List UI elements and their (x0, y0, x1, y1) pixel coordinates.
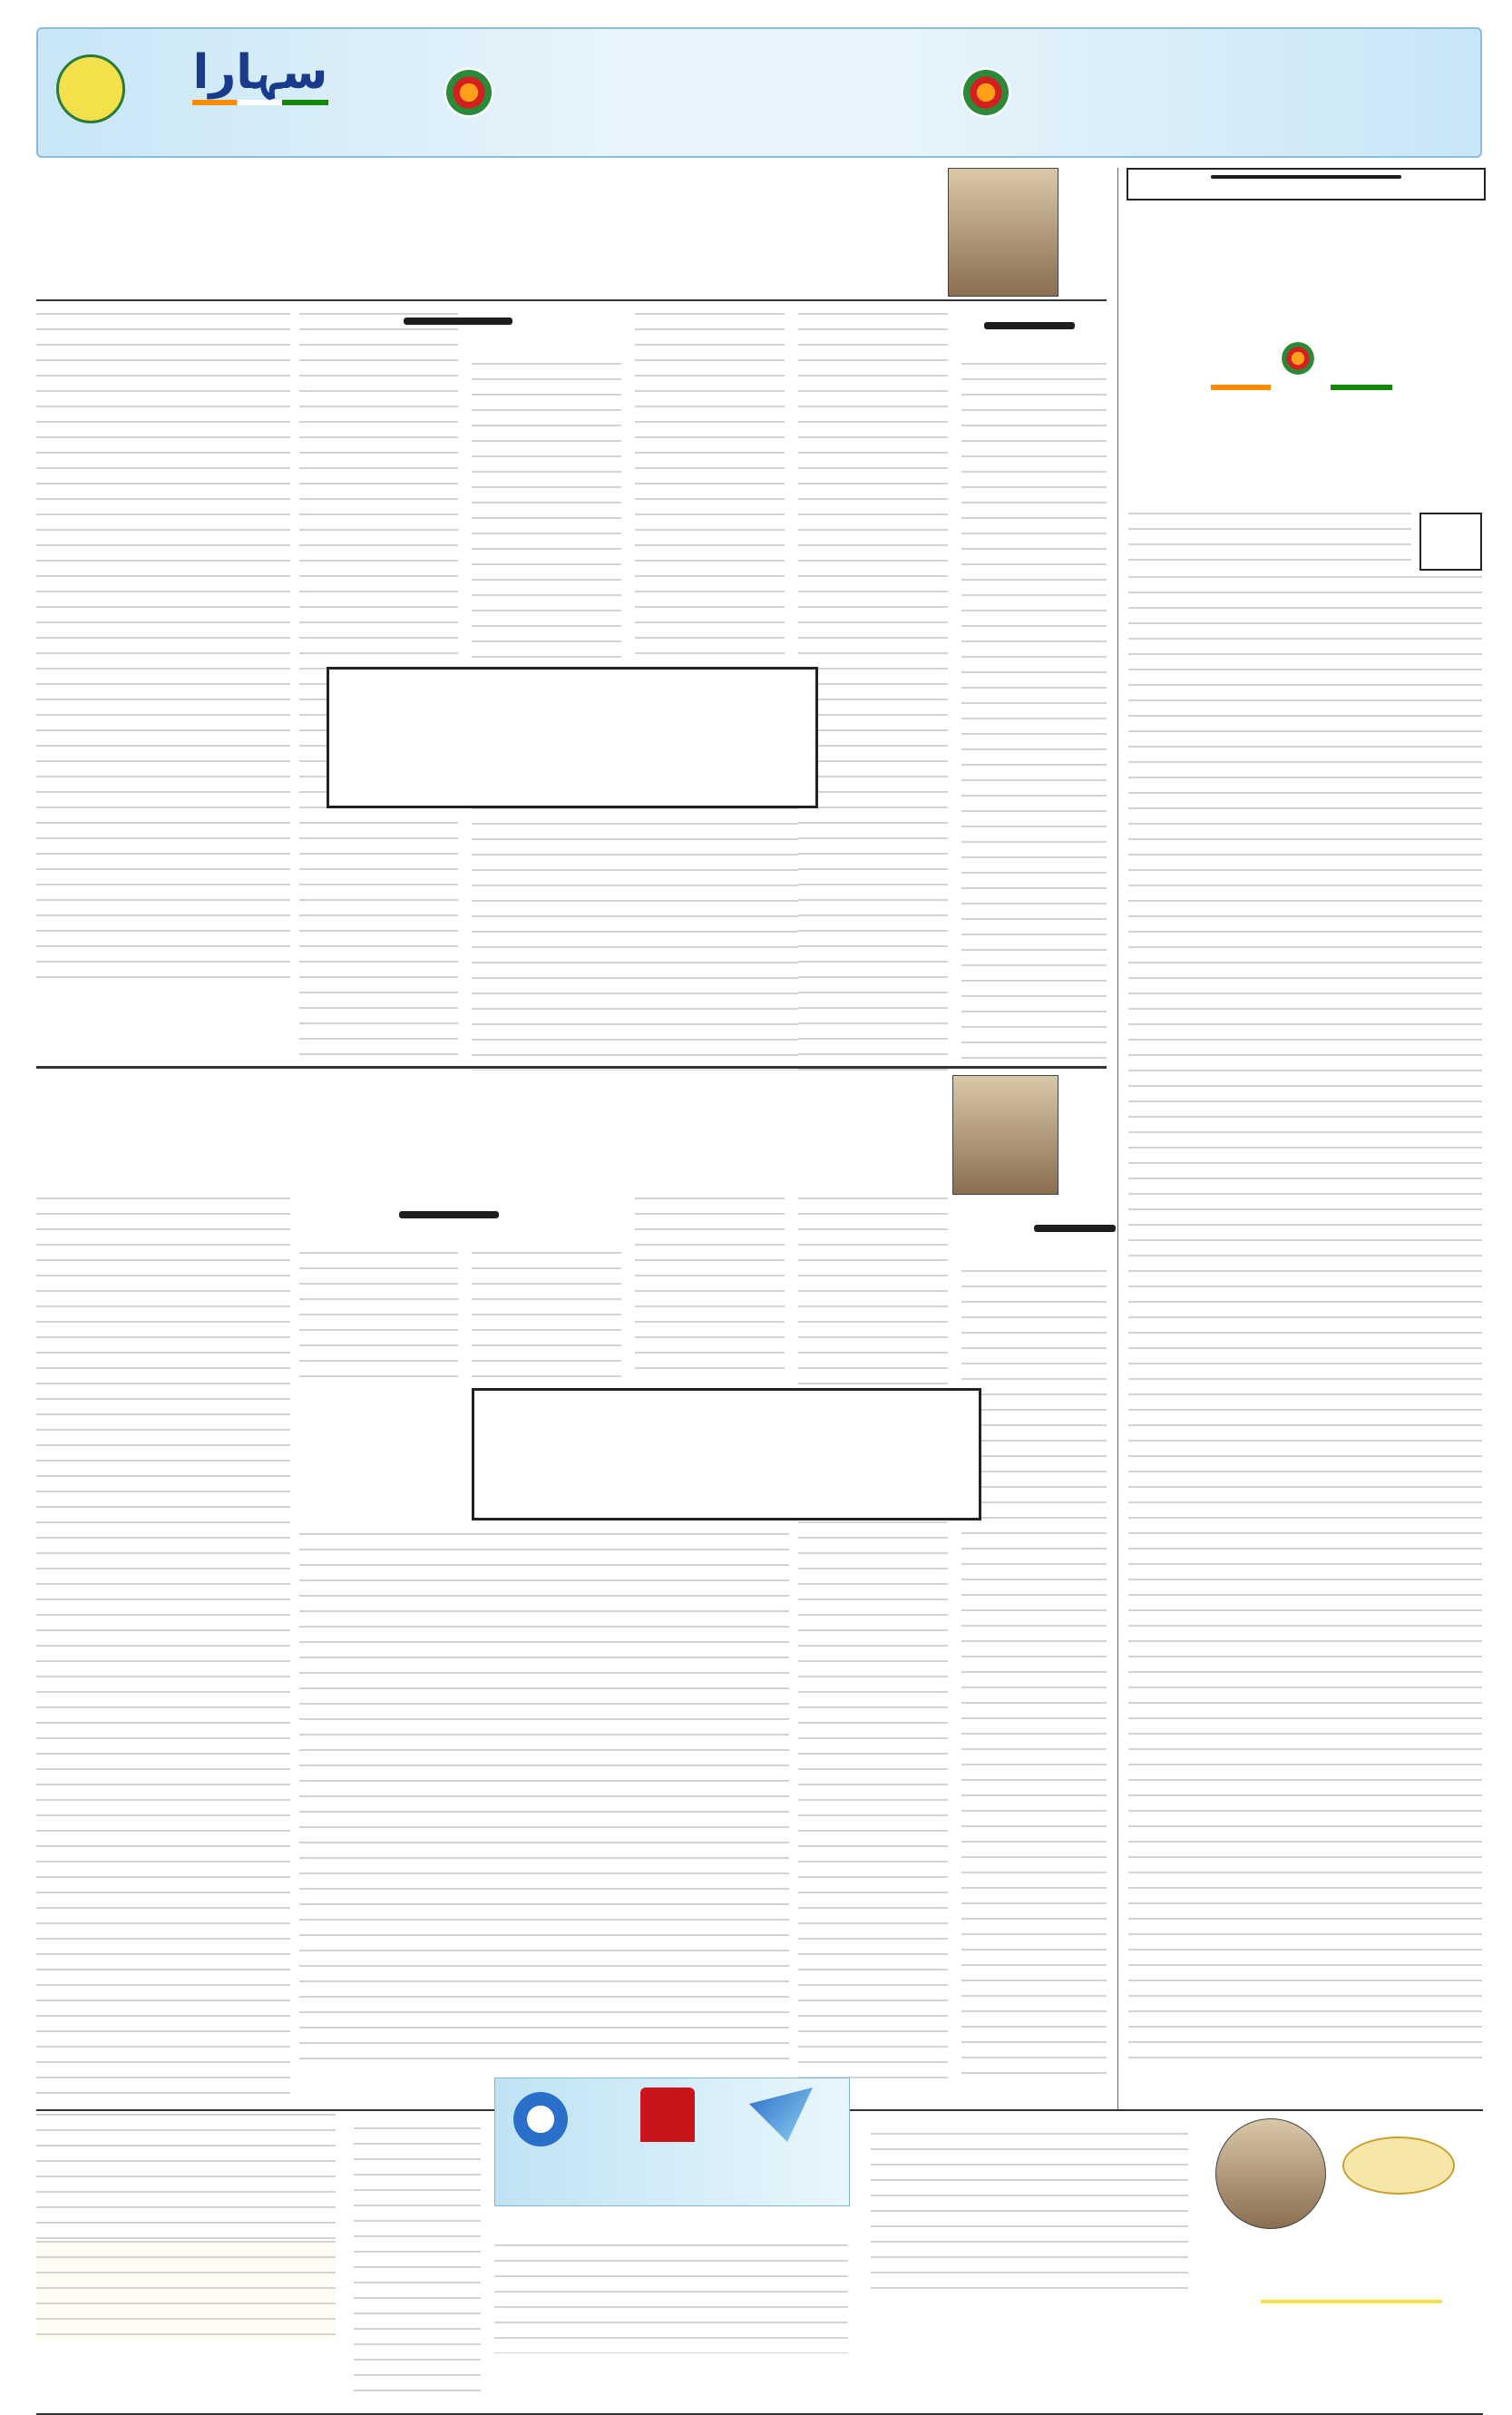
article-column (36, 313, 290, 984)
article-column (299, 1252, 458, 1379)
article-column (798, 1198, 948, 2087)
article-column (36, 2241, 336, 2341)
article-column (36, 1198, 290, 2105)
article-column (472, 363, 621, 658)
column-divider (1117, 168, 1118, 2109)
secondary-tag (399, 1211, 499, 1218)
pull-quote (472, 1388, 981, 1520)
aqwal-item (1128, 184, 1484, 191)
aaina-poet (1261, 2300, 1442, 2303)
aqwal-title (1211, 175, 1401, 179)
aqwal-item (1128, 191, 1484, 199)
section-rule (36, 1066, 1107, 1069)
column-tag (984, 322, 1075, 329)
aqwal-box (1127, 168, 1486, 200)
author-photo (948, 168, 1058, 297)
aaina-label (1342, 2136, 1455, 2195)
article-column (1128, 513, 1411, 567)
article-column (961, 1270, 1107, 2087)
article-column (798, 313, 948, 1071)
mailbox-icon (640, 2087, 695, 2142)
author-photo (952, 1075, 1058, 1195)
browser-icon (513, 2092, 568, 2146)
paper-plane-icon (749, 2087, 813, 2142)
article-column (472, 807, 798, 1071)
editorial-block (619, 47, 909, 53)
article-column (1128, 576, 1482, 2064)
tricolor-stripe (1211, 385, 1392, 390)
dropcap (1419, 513, 1482, 571)
emblem-icon (954, 61, 1018, 124)
article-column (299, 1533, 789, 2068)
murasalat-banner (494, 2078, 850, 2206)
tasheeh-column (36, 2114, 336, 2341)
article-column (871, 2133, 1188, 2296)
munafa-column (494, 2241, 848, 2353)
gharib-column (871, 2127, 1188, 2296)
headline-rule (36, 299, 1107, 301)
poet-photo (1215, 2118, 1326, 2229)
column-tag (1034, 1225, 1116, 1232)
page-number (56, 54, 125, 123)
pull-quote (327, 667, 818, 808)
masthead (36, 27, 1482, 158)
emblem-icon (437, 61, 501, 124)
article-column (472, 1252, 621, 1379)
article-column (494, 2244, 848, 2353)
aaina-box (1206, 2118, 1483, 2391)
sahara-logo (1179, 336, 1424, 435)
article-column (354, 2127, 481, 2400)
article-column (36, 2114, 336, 2241)
emblem-icon (1275, 336, 1321, 381)
sahara-logo-word: سہارا (192, 45, 328, 100)
article-column (635, 313, 785, 658)
paper-logo (142, 45, 378, 145)
tricolor-stripe (192, 100, 328, 105)
article-column (961, 363, 1107, 1071)
article-column (635, 1198, 785, 1379)
